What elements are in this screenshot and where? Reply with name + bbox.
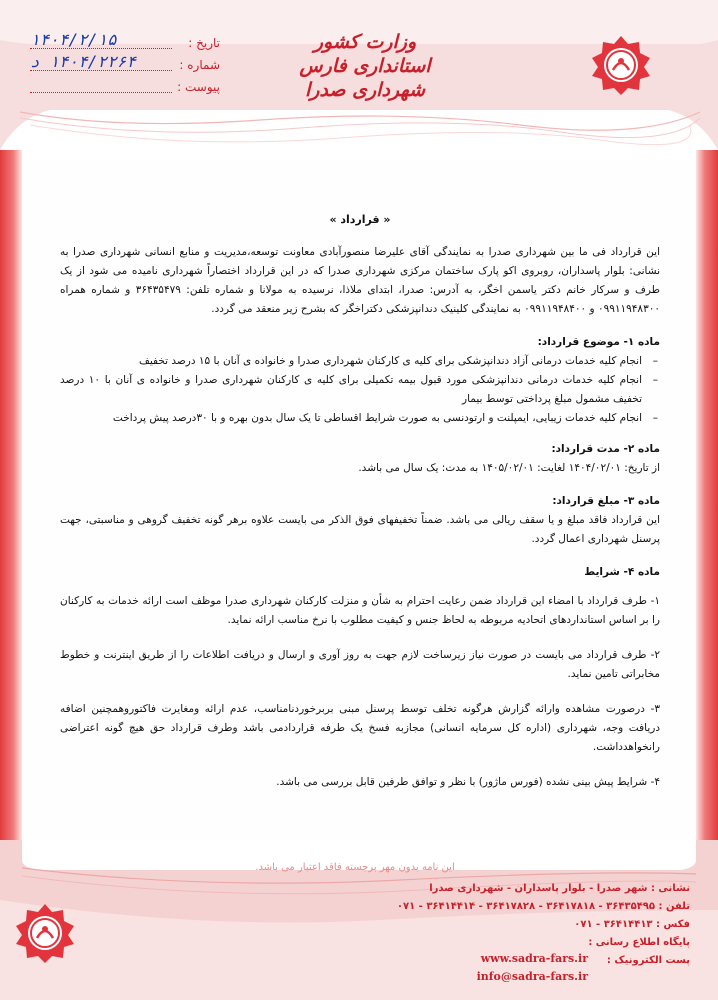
- email-link[interactable]: info@sadra-fars.ir: [476, 970, 588, 983]
- fax-line: فکس : ۳۶۴۱۴۴۱۳ - ۰۷۱: [574, 919, 690, 930]
- left-border: [0, 150, 22, 850]
- article-1-item: – انجام کلیه خدمات درمانی دندانپزشکی مورد قبول بیمه تکمیلی برای کلیه ی کارکنان شهرداری صدرا و خانواده ی آنان با ۱۰ درصد تخفیف مشمول مبلغ پرداختی توسط بیمار: [60, 371, 642, 409]
- article-3-text: این قرارداد فاقد مبلغ و یا سقف ریالی می باشد. ضمناً تخفیفهای فوق الذکر می بایست علاوه برهر گونه تخفیف گروهی و مناسبتی، جهت پرسنل شهرداری اعمال گردد.: [60, 514, 660, 545]
- attachment-label: پیوست :: [177, 80, 220, 94]
- date-label: تاریخ :: [188, 36, 220, 50]
- article-1-title: ماده ۱- موضوع قرارداد:: [537, 336, 660, 348]
- article-4-clause: ۳- درصورت مشاهده وارائه گزارش هرگونه تخلف توسط پرسنل مبنی بربرخوردنامناسب، عدم ارائه ومغایرت فاکتوروهمچنین اضافه دریافت وجه، شهرداری (اداره کل سرمایه انسانی) مجازبه فسخ یک طرفه قراردادمی باشد وطرف قرارداد حق هیچ گونه اعتراضی رانخواهدداشت.: [60, 703, 660, 753]
- number-row: [30, 52, 220, 78]
- attachment-dots: [30, 92, 172, 93]
- article-1-list: [60, 352, 660, 428]
- contract-body: [60, 210, 660, 808]
- website-link[interactable]: www.sadra-fars.ir: [480, 952, 588, 965]
- contract-title: « قرارداد »: [329, 213, 391, 226]
- number-value: ۱۴۰۴/۲۲۶۴ د: [30, 52, 136, 71]
- municipality-name: شهرداری صدرا: [304, 79, 426, 101]
- article-4-title: ماده ۴- شرایط: [584, 566, 660, 578]
- governorate-name: استانداری فارس: [299, 55, 431, 77]
- number-label: شماره :: [179, 58, 220, 72]
- article-4-clause: ۲- طرف قرارداد می بایست در صورت نیاز زیرساخت لازم جهت به روز آوری و ارسال و دریافت اطلاعات را از طریق اینترنت و خطوط مخابراتی تامین نماید.: [60, 649, 660, 680]
- date-value: ۱۴۰۴/۲/۱۵: [30, 30, 117, 49]
- address-line: نشانی : شهر صدرا - بلوار پاسداران - شهرداری صدرا: [429, 883, 690, 894]
- contract-intro: این قرارداد فی ما بین شهرداری صدرا به نمایندگی آقای علیرضا منصورآبادی معاونت توسعه،مدیریت و منابع انسانی شهرداری صدرا به نشانی: بلوار پاسداران، روبروی اکو پارک ساختمان مرکزی شهرداری صدرا که در این قرارداد اختصاراً شهرداری نامیده می شود از یک طرف و سرکار خانم دکتر یاسمن اخگر، به آدرس: صدرا، ابتدای ملاذا، نرسیده به مولانا و شماره تلفن: ۳۶۴۳۵۴۷۹ و شماره همراه ۰۹۹۱۱۹۴۸۳۰۰ و ۰۹۹۱۱۹۴۸۴۰۰ به نمایندگی کلینیک دندانپزشکی دکتراخگر که بشرح زیر منعقد می گردد.: [60, 246, 660, 315]
- organization-title: [290, 30, 440, 102]
- article-1-item: – انجام کلیه خدمات درمانی آزاد دندانپزشکی برای کلیه ی کارکنان شهرداری صدرا و خانواده ی آنان با ۱۵ درصد تخفیف: [60, 352, 642, 371]
- right-border: [696, 150, 718, 850]
- letter-meta: [30, 30, 220, 100]
- article-3-title: ماده ۳- مبلغ قرارداد:: [552, 495, 660, 507]
- article-1-item: – انجام کلیه خدمات زیبایی، ایمپلنت و ارتودنسی به صورت شرایط اقساطی تا یک سال بدون بهره و با ۳۰درصد پیش پرداخت: [60, 409, 642, 428]
- email-label: پست الکترونیک :: [606, 955, 690, 966]
- article-2-text: از تاریخ: ۱۴۰۴/۰۲/۰۱ لغایت: ۱۴۰۵/۰۲/۰۱ به مدت: یک سال می باشد.: [358, 462, 660, 474]
- validity-note: این نامه بدون مهر برجسته فاقد اعتبار می باشد.: [255, 862, 455, 873]
- website-label: پایگاه اطلاع رسانی :: [588, 937, 690, 948]
- ministry-name: وزارت کشور: [313, 31, 417, 53]
- phone-line: تلفن : ۳۶۴۳۵۴۹۵ - ۳۶۴۱۷۸۱۸ - ۳۶۴۱۷۸۲۸ - ۳۶۴۱۴۴۱۴ - ۰۷۱: [396, 901, 690, 912]
- article-2-title: ماده ۲- مدت قرارداد:: [551, 443, 660, 455]
- article-4-clause: ۱- طرف قرارداد با امضاء این قرارداد ضمن رعایت احترام به شأن و منزلت کارکنان شهرداری صدرا موظف است ارائه خدمات به کارکنان را بر اساس استانداردهای اتحادیه مربوطه به لحاظ جنس و کیفیت مطلوب با نرخ مناسب ارائه نماید.: [60, 595, 660, 626]
- attachment-row: [30, 78, 220, 100]
- article-4-clause: ۴- شرایط پیش بینی نشده (فورس ماژور) با نظر و توافق طرفین قابل بررسی می باشد.: [276, 776, 660, 788]
- municipality-emblem-icon: [590, 34, 652, 96]
- municipality-emblem-icon: [14, 902, 76, 964]
